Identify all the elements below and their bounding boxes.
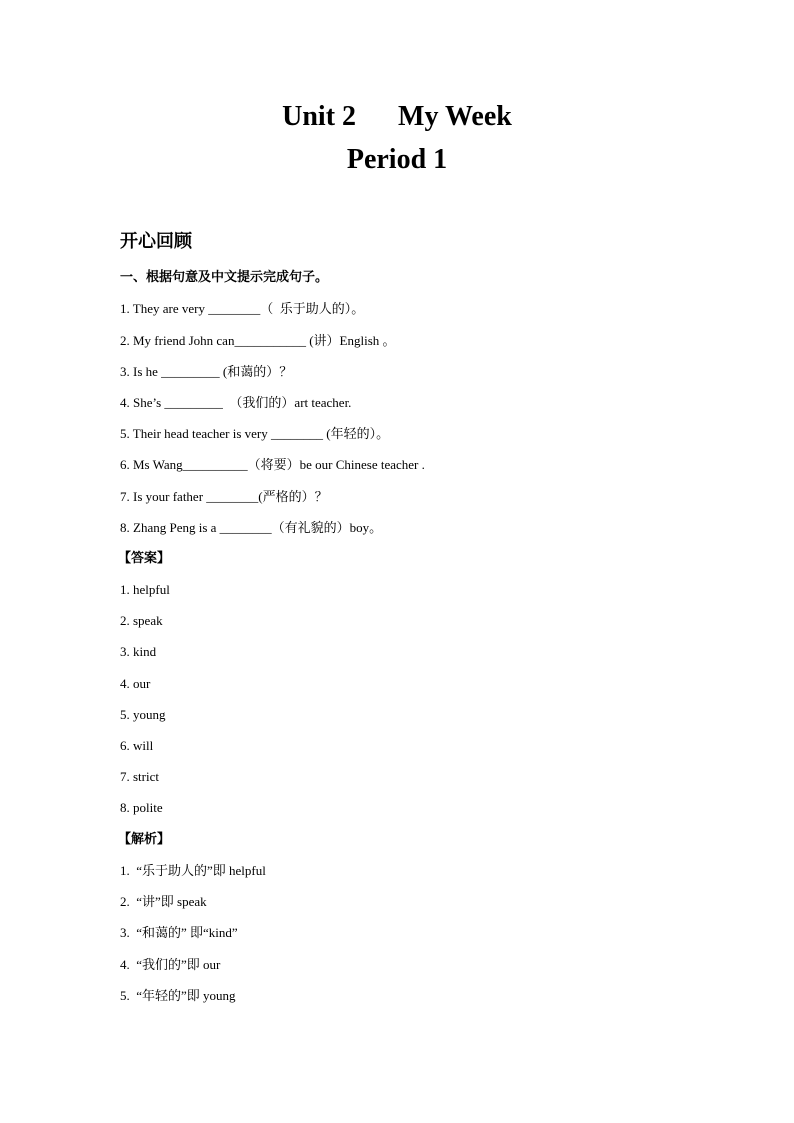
question-item: 5. Their head teacher is very ________ (年轻的）。	[120, 426, 390, 441]
answer-item: 2. speak	[120, 613, 163, 628]
question-item: 7. Is your father ________(严格的）？	[120, 489, 328, 504]
answer-item: 7. strict	[120, 769, 159, 784]
analysis-item: 4. “我们的”即 our	[120, 957, 221, 972]
question-item: 3. Is he _________ (和蔼的）？	[120, 364, 293, 379]
question-item: 4. She’s _________ （我们的）art teacher.	[120, 395, 352, 410]
answer-item: 5. young	[120, 707, 166, 722]
answer-item: 1. helpful	[120, 582, 170, 597]
question-item: 6. Ms Wang__________（将要）be our Chinese teacher .	[120, 457, 425, 472]
analysis-item: 3. “和蔼的” 即“kind”	[120, 925, 238, 940]
exercise-instruction: 一、根据句意及中文提示完成句子。	[120, 270, 329, 285]
analysis-label: 【解析】	[118, 832, 171, 847]
question-item: 2. My friend John can___________ (讲）English 。	[120, 333, 396, 348]
page-subtitle: Period 1	[346, 144, 448, 175]
answer-item: 6. will	[120, 738, 154, 753]
page-title: Unit 2 My Week	[282, 101, 512, 132]
question-item: 8. Zhang Peng is a ________（有礼貌的）boy。	[120, 520, 383, 535]
analysis-item: 2. “讲”即 speak	[120, 894, 207, 909]
question-item: 1. They are very ________（ 乐于助人的）。	[120, 301, 365, 316]
answer-item: 4. our	[120, 676, 151, 691]
answer-item: 3. kind	[120, 644, 157, 659]
answer-label: 【答案】	[118, 551, 171, 566]
analysis-item: 5. “年轻的”即 young	[120, 988, 236, 1003]
section-heading: 开心回顾	[120, 231, 192, 252]
analysis-item: 1. “乐于助人的”即 helpful	[120, 863, 266, 878]
answer-item: 8. polite	[120, 800, 163, 815]
